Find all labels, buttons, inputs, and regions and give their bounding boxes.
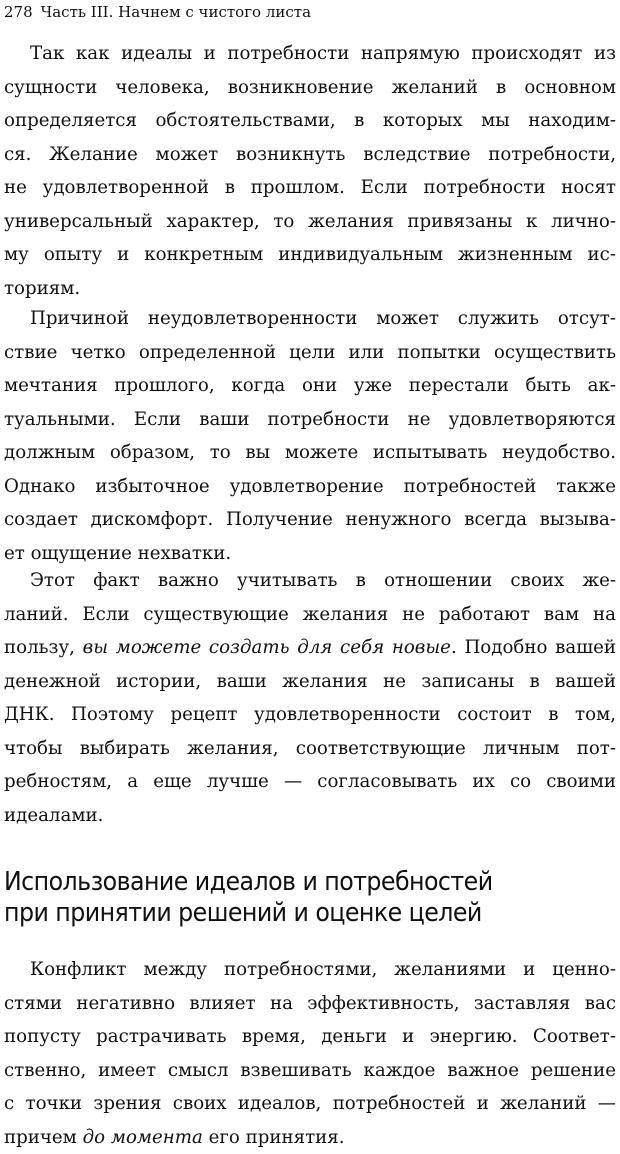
- section-heading: [4, 867, 573, 929]
- text-line: не удовлетворенной в прошлом. Если потребности носят: [4, 171, 616, 205]
- text-line: му опыту и конкретным индивидуальным жизненным ис-: [4, 238, 616, 272]
- text-line: ланий. Если существующие желания не работают вам на: [4, 598, 616, 632]
- text-run: причем: [4, 1127, 83, 1148]
- text-line: должным образом, то вы можете испытывать неудобство.: [4, 436, 616, 470]
- text-line: ственно, имеет смысл взвешивать каждое важное решение: [4, 1054, 616, 1088]
- text-line: Конфликт между потребностями, желаниями и ценно-: [4, 953, 616, 987]
- text-line: определяется обстоятельствами, в которых мы находим-: [4, 104, 616, 138]
- text-line-with-emphasis: [4, 1121, 616, 1154]
- page-number: 278: [4, 3, 33, 21]
- text-line: создает дискомфорт. Получение ненужного всегда вызыва-: [4, 503, 616, 537]
- paragraph-3: [4, 564, 616, 832]
- text-line: туальными. Если ваши потребности не удовлетворяются: [4, 403, 616, 437]
- text-line: ся. Желание может возникнуть вследствие потребности,: [4, 138, 616, 172]
- text-line: ребностям, а еще лучше — согласовывать их со своими: [4, 765, 616, 799]
- text-line: универсальный характер, то желания привязаны к лично-: [4, 205, 616, 239]
- text-line: Однако избыточное удовлетворение потребностей также: [4, 470, 616, 504]
- running-header: [4, 2, 311, 22]
- text-line-with-emphasis: [4, 631, 616, 665]
- text-line: Этот факт важно учитывать в отношении своих же-: [4, 564, 616, 598]
- text-line: Так как идеалы и потребности напрямую происходят из: [4, 37, 616, 71]
- heading-line: при принятии решений и оценке целей: [4, 898, 573, 929]
- text-line: попусту растрачивать время, деньги и энергию. Соответ-: [4, 1020, 616, 1054]
- text-line: стями негативно влияет на эффективность, заставляя вас: [4, 987, 616, 1021]
- italic-emphasis: до момента: [83, 1127, 203, 1148]
- paragraph-1: [4, 37, 616, 305]
- text-line: ториям.: [4, 272, 616, 306]
- text-line: денежной истории, ваши желания не записаны в вашей: [4, 665, 616, 699]
- text-run: его принятия.: [203, 1127, 345, 1148]
- text-line: сущности человека, возникновение желаний в основном: [4, 71, 616, 105]
- text-line: с точки зрения своих идеалов, потребностей и желаний —: [4, 1087, 616, 1121]
- text-line: ствие четко определенной цели или попытки осуществить: [4, 336, 616, 370]
- text-line: чтобы выбирать желания, соответствующие личным пот-: [4, 732, 616, 766]
- text-run: . Подобно вашей: [451, 637, 616, 658]
- heading-line: Использование идеалов и потребностей: [4, 867, 573, 898]
- paragraph-4: [4, 953, 616, 1154]
- text-line: идеалами.: [4, 799, 616, 833]
- text-line: ет ощущение нехватки.: [4, 537, 616, 571]
- running-title: Часть III. Начнем с чистого листа: [41, 3, 311, 21]
- paragraph-2: [4, 302, 616, 570]
- text-line: мечтания прошлого, когда они уже перестали быть ак-: [4, 369, 616, 403]
- text-run: пользу,: [4, 637, 83, 658]
- text-line: Причиной неудовлетворенности может служить отсут-: [4, 302, 616, 336]
- text-line: ДНК. Поэтому рецепт удовлетворенности состоит в том,: [4, 698, 616, 732]
- italic-emphasis: вы можете создать для себя новые: [83, 637, 451, 658]
